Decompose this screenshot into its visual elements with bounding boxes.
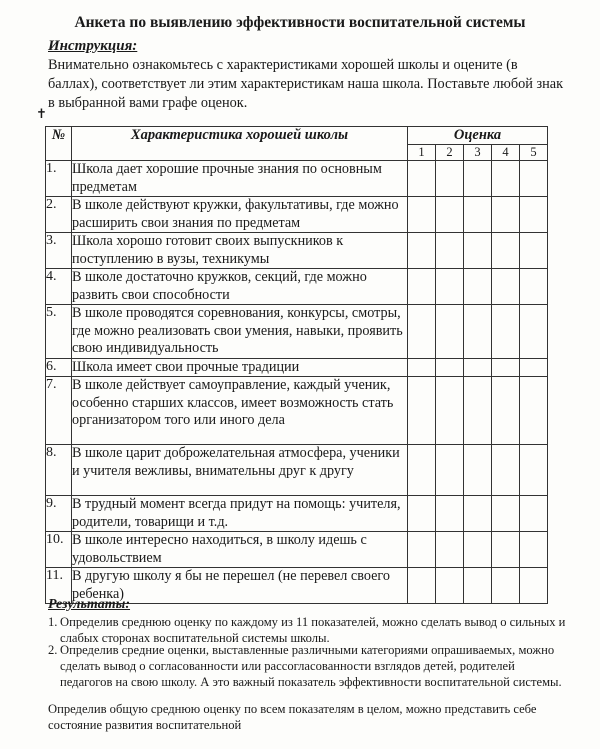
table-row: [46, 377, 548, 445]
header-grade: Оценка: [408, 127, 548, 145]
grade-cell-5[interactable]: [520, 233, 548, 269]
table-row: [46, 161, 548, 197]
grade-cell-2[interactable]: [436, 568, 464, 604]
table-row: [46, 445, 548, 496]
grade-cell-4[interactable]: [492, 233, 520, 269]
grade-cell-3[interactable]: [464, 496, 492, 532]
grade-cell-5[interactable]: [520, 568, 548, 604]
grade-cell-3[interactable]: [464, 568, 492, 604]
results-item-number: 2.: [48, 643, 58, 657]
grade-cell-5[interactable]: [520, 161, 548, 197]
grade-cell-2[interactable]: [436, 496, 464, 532]
grade-cell-5[interactable]: [520, 197, 548, 233]
grade-cell-3[interactable]: [464, 269, 492, 305]
grade-cell-2[interactable]: [436, 233, 464, 269]
grade-cell-1[interactable]: [408, 233, 436, 269]
grade-cell-3[interactable]: [464, 377, 492, 445]
grade-cell-1[interactable]: [408, 445, 436, 496]
results-item-text: Определив среднюю оценку по каждому из 11 показателей, можно сделать вывод о сильных и слабых сторонах воспитательной системы школы.: [60, 615, 566, 645]
table-row: [46, 197, 548, 233]
grade-cell-1[interactable]: [408, 358, 436, 377]
grade-cell-1[interactable]: [408, 161, 436, 197]
grade-cell-3[interactable]: [464, 358, 492, 377]
grade-cell-3[interactable]: [464, 233, 492, 269]
grade-cell-2[interactable]: [436, 445, 464, 496]
header-number: №: [46, 127, 72, 161]
grade-cell-4[interactable]: [492, 358, 520, 377]
table-row: [46, 358, 548, 377]
grade-column-2: 2: [436, 145, 464, 161]
results-item-text: Определив средние оценки, выставленные различными категориями опрашиваемых, можно сделать вывод о согласованности или рассогласованности взглядов детей, родителей педагогов на свою школу. А это важный показатель эффективности воспитательной системы.: [60, 643, 562, 689]
results-heading: Результаты:: [48, 597, 131, 612]
row-characteristic: В школе интересно находиться, в школу идешь с удовольствием: [72, 532, 408, 568]
row-characteristic: В школе царит доброжелательная атмосфера, ученики и учителя вежливы, внимательны друг к другу: [72, 445, 408, 496]
grade-cell-3[interactable]: [464, 197, 492, 233]
row-number: 2.: [46, 197, 72, 233]
grade-column-5: 5: [520, 145, 548, 161]
results-item-number: 1.: [48, 615, 58, 629]
table-row: [46, 233, 548, 269]
row-number: 9.: [46, 496, 72, 532]
grade-cell-4[interactable]: [492, 305, 520, 359]
survey-table: [45, 126, 548, 604]
grade-cell-4[interactable]: [492, 197, 520, 233]
row-number: 5.: [46, 305, 72, 359]
handwritten-cross-mark: ✝: [36, 106, 47, 121]
grade-column-1: 1: [408, 145, 436, 161]
row-number: 6.: [46, 358, 72, 377]
row-number: 8.: [46, 445, 72, 496]
row-characteristic: В трудный момент всегда придут на помощь: учителя, родители, товарищи и т.д.: [72, 496, 408, 532]
grade-cell-1[interactable]: [408, 532, 436, 568]
table-row: [46, 496, 548, 532]
grade-cell-5[interactable]: [520, 445, 548, 496]
row-number: 3.: [46, 233, 72, 269]
grade-cell-5[interactable]: [520, 269, 548, 305]
grade-cell-1[interactable]: [408, 568, 436, 604]
row-number: 11.: [46, 568, 72, 604]
grade-cell-5[interactable]: [520, 377, 548, 445]
row-number: 10.: [46, 532, 72, 568]
grade-cell-3[interactable]: [464, 161, 492, 197]
grade-cell-4[interactable]: [492, 568, 520, 604]
row-characteristic: Школа хорошо готовит своих выпускников к поступлению в вузы, техникумы: [72, 233, 408, 269]
results-item: [48, 642, 568, 690]
grade-cell-2[interactable]: [436, 269, 464, 305]
row-number: 1.: [46, 161, 72, 197]
grade-cell-4[interactable]: [492, 496, 520, 532]
page-title: Анкета по выявлению эффективности воспитательной системы: [74, 14, 526, 31]
grade-cell-2[interactable]: [436, 377, 464, 445]
grade-cell-5[interactable]: [520, 358, 548, 377]
grade-cell-5[interactable]: [520, 532, 548, 568]
table-row: [46, 532, 548, 568]
grade-cell-3[interactable]: [464, 305, 492, 359]
results-conclusion: Определив общую среднюю оценку по всем показателям в целом, можно представить себе состояние развития воспитательной: [48, 702, 537, 732]
grade-cell-5[interactable]: [520, 305, 548, 359]
grade-cell-2[interactable]: [436, 358, 464, 377]
row-characteristic: Школа имеет свои прочные традиции: [72, 358, 408, 377]
grade-column-4: 4: [492, 145, 520, 161]
row-number: 7.: [46, 377, 72, 445]
grade-column-3: 3: [464, 145, 492, 161]
grade-cell-4[interactable]: [492, 532, 520, 568]
grade-cell-5[interactable]: [520, 496, 548, 532]
grade-cell-1[interactable]: [408, 197, 436, 233]
row-characteristic: В школе действует самоуправление, каждый ученик, особенно старших классов, имеет возможность стать организатором того или иного дела: [72, 377, 408, 445]
grade-cell-3[interactable]: [464, 532, 492, 568]
grade-cell-3[interactable]: [464, 445, 492, 496]
grade-cell-4[interactable]: [492, 269, 520, 305]
grade-cell-4[interactable]: [492, 377, 520, 445]
header-characteristic: Характеристика хорошей школы: [72, 127, 408, 161]
row-characteristic: В другую школу я бы не перешел (не перевел своего ребенка): [72, 568, 408, 604]
row-number: 4.: [46, 269, 72, 305]
table-row: [46, 269, 548, 305]
row-characteristic: В школе достаточно кружков, секций, где можно развить свои способности: [72, 269, 408, 305]
instruction-text: Внимательно ознакомьтесь с характеристиками хорошей школы и оцените (в баллах), соответствует ли этим характеристикам наша школа. Поставьте любой знак в выбранной вами графе оценок.: [48, 57, 564, 111]
grade-cell-1[interactable]: [408, 269, 436, 305]
table-row: [46, 305, 548, 359]
grade-cell-2[interactable]: [436, 197, 464, 233]
grade-cell-4[interactable]: [492, 161, 520, 197]
grade-cell-1[interactable]: [408, 305, 436, 359]
grade-cell-2[interactable]: [436, 305, 464, 359]
grade-cell-1[interactable]: [408, 377, 436, 445]
instruction-heading: Инструкция:: [48, 38, 138, 54]
row-characteristic: Школа дает хорошие прочные знания по основным предметам: [72, 161, 408, 197]
row-characteristic: В школе действуют кружки, факультативы, где можно расширить свои знания по предметам: [72, 197, 408, 233]
grade-cell-1[interactable]: [408, 496, 436, 532]
grade-cell-4[interactable]: [492, 445, 520, 496]
row-characteristic: В школе проводятся соревнования, конкурсы, смотры, где можно реализовать свои умения, навыки, проявить свою индивидуальность: [72, 305, 408, 359]
grade-cell-2[interactable]: [436, 532, 464, 568]
grade-cell-2[interactable]: [436, 161, 464, 197]
